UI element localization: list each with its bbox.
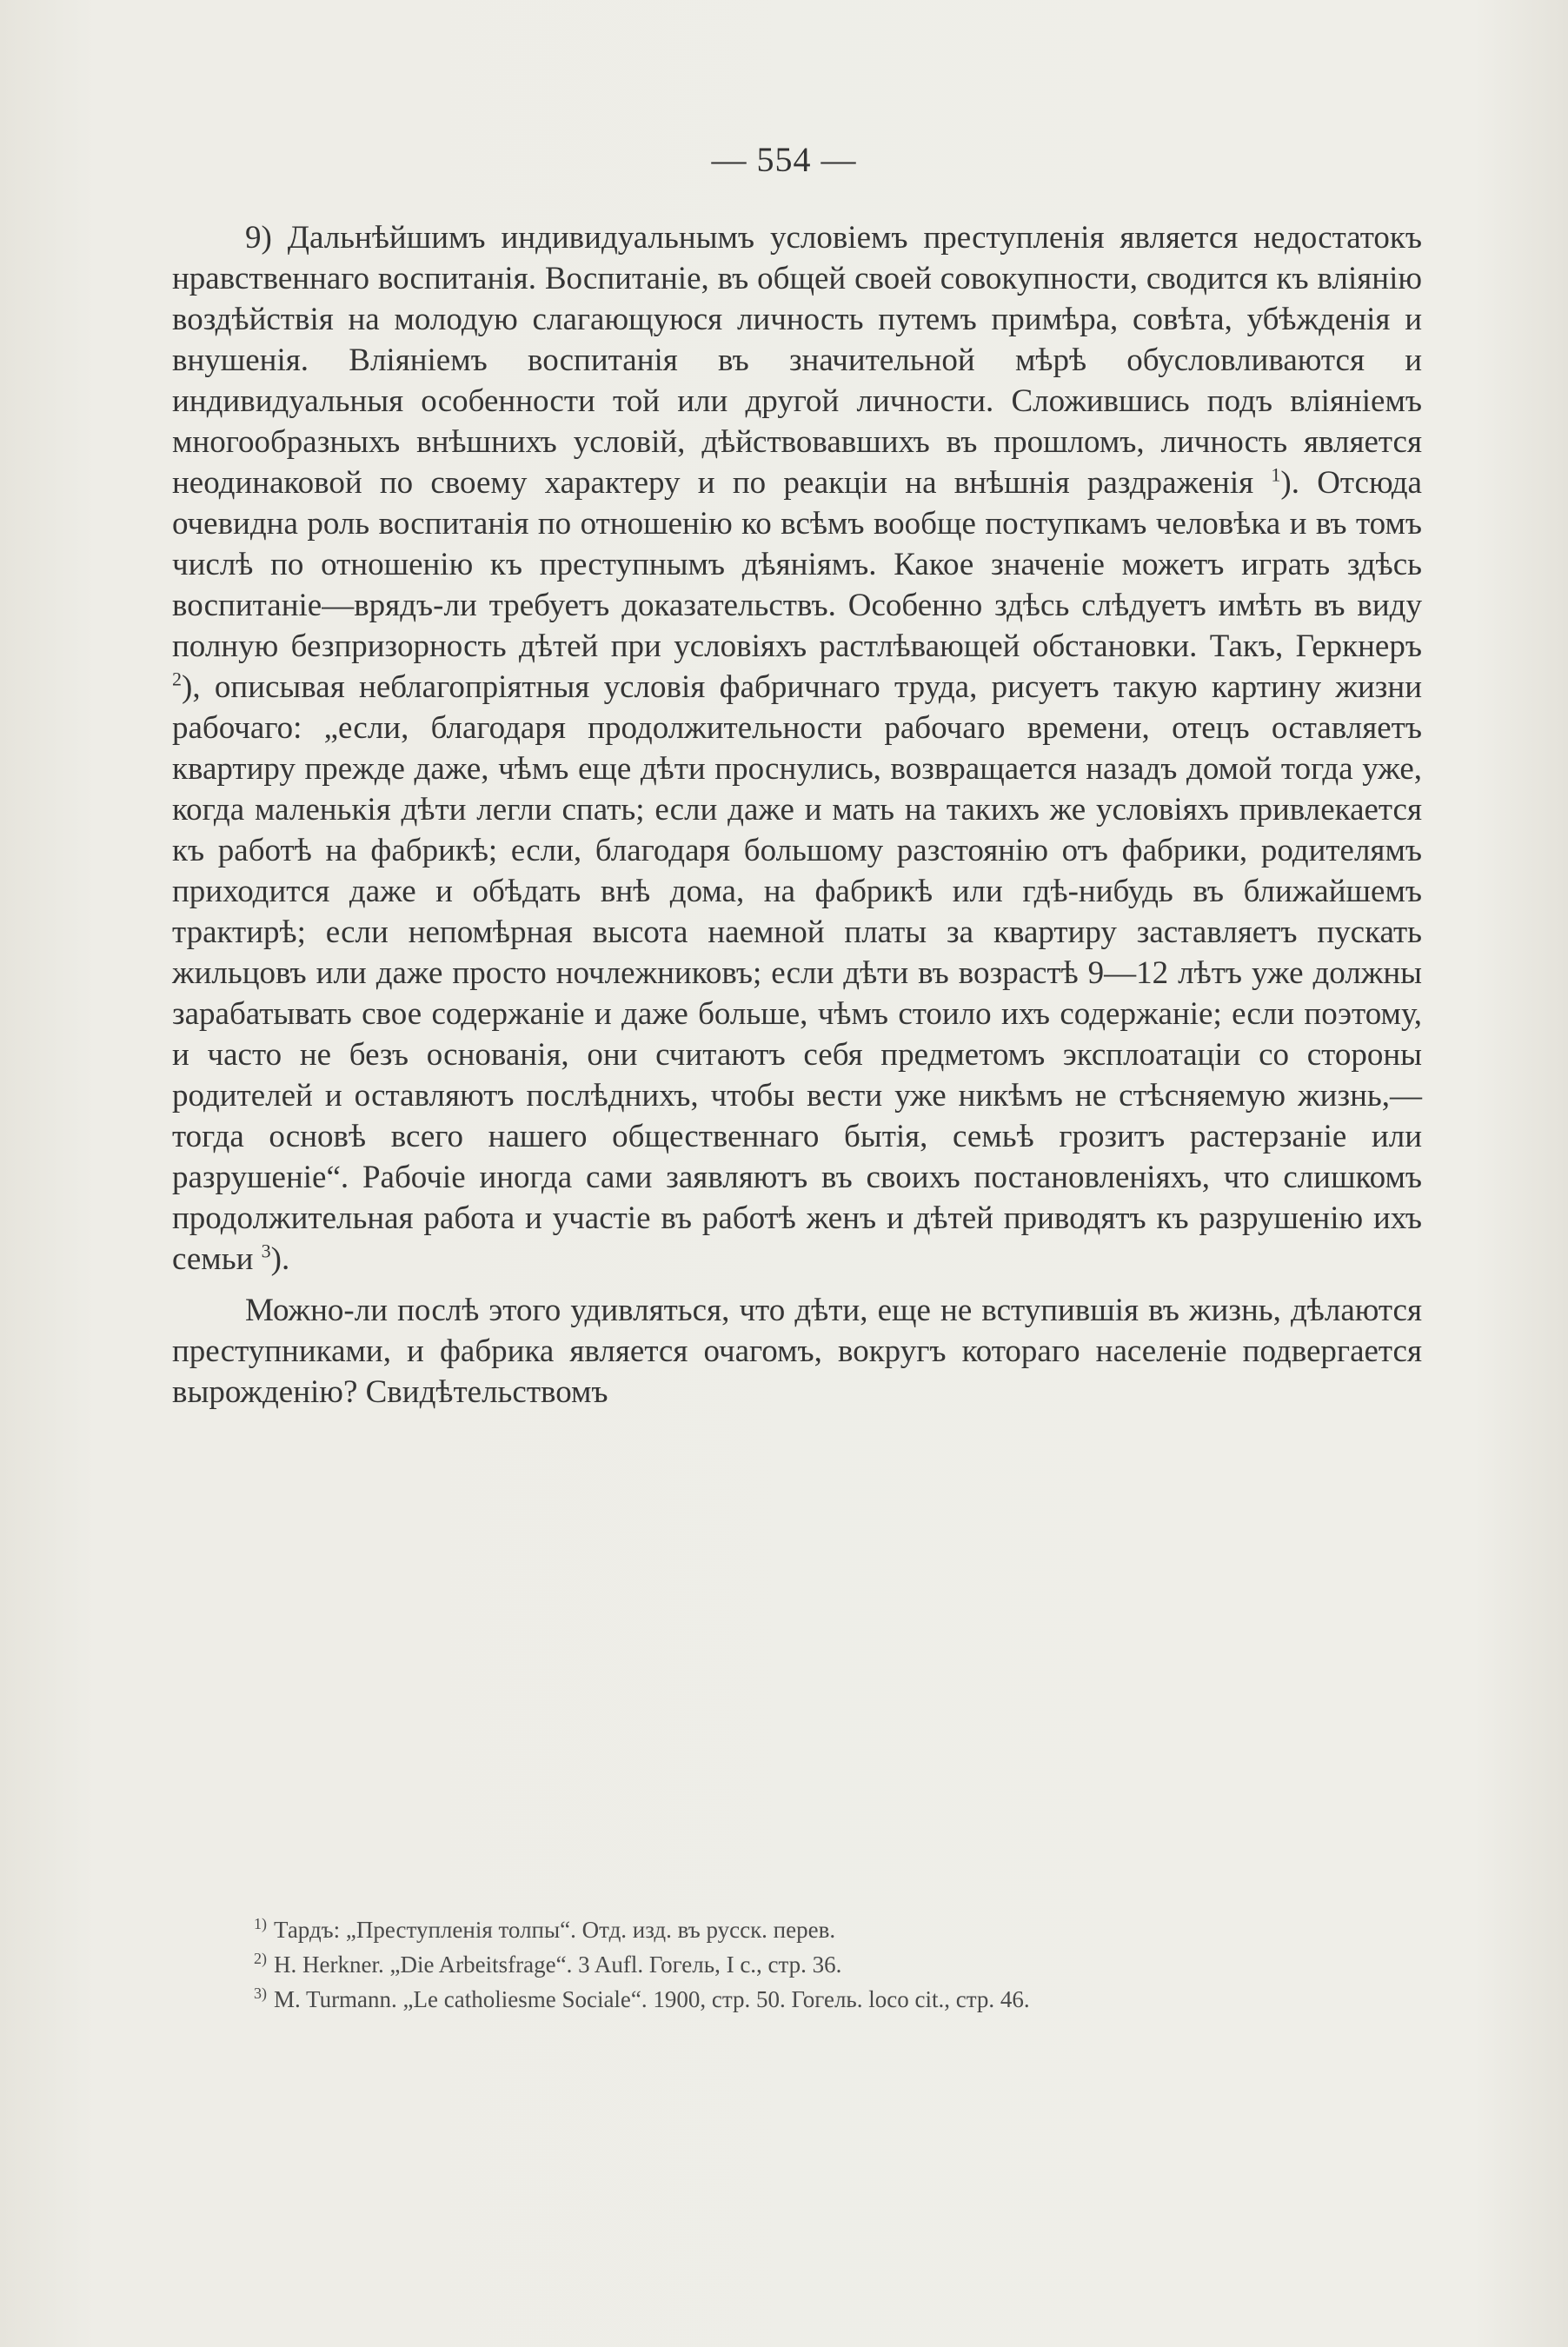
body-text [172, 217, 1422, 1413]
footnote-ref[interactable]: 2 [172, 668, 182, 690]
footnote-mark: 2) [254, 1950, 267, 1967]
text-segment: ). Отсюда очевидна роль воспитанія по отношенію ко всѣмъ вообще поступкамъ человѣка и въ томъ числѣ по отношенію къ преступнымъ дѣяніямъ. Какое значеніе можетъ играть здѣсь воспитаніе—врядъ-ли требуетъ доказательствъ. Особенно здѣсь слѣдуетъ имѣть въ виду полную безпризорность дѣтей при условіяхъ растлѣвающей обстановки. Такъ, Геркнеръ [172, 465, 1422, 664]
text-segment: ), описывая неблагопріятныя условія фабричнаго труда, рисуетъ такую картину жизни рабочаго: „если, благодаря продолжительности рабочаго времени, отецъ оставляетъ квартиру прежде даже, чѣмъ еще дѣти проснулись, возвращается назадъ домой тогда уже, когда маленькія дѣти легли спать; если даже и мать на такихъ же условіяхъ привлекается къ работѣ на фабрикѣ; если, благодаря большому разстоянію отъ фабрики, родителямъ приходится даже и обѣдать внѣ дома, на фабрикѣ или гдѣ-нибудь въ ближайшемъ трактирѣ; если непомѣрная высота наемной платы за квартиру заставляетъ пускать жильцовъ или даже просто ночлежниковъ; если дѣти въ возрастѣ 9—12 лѣтъ уже должны зарабатывать свое содержаніе и даже больше, чѣмъ стоило ихъ содержаніе; если поэтому, и часто не безъ основанія, они считаютъ себя предметомъ эксплоатаціи со стороны родителей и оставляютъ послѣднихъ, чтобы вести уже никѣмъ не стѣсняемую жизнь,—тогда основѣ всего нашего общественнаго бытія, семьѣ грозитъ растерзаніе или разрушеніе“. Рабочіе иногда сами заявляютъ въ своихъ постановленіяхъ, что слишкомъ продолжительная работа и участіе въ работѣ женъ и дѣтей приводятъ къ разрушенію ихъ семьи [172, 669, 1422, 1277]
paragraph [172, 217, 1422, 1280]
footnote-mark: 1) [254, 1915, 267, 1932]
footnote-text: M. Turmann. „Le catholiesme Sociale“. 1900, стр. 50. Гогель. loco cit., стр. 46. [274, 1986, 1030, 2012]
footnote [254, 1947, 1419, 1982]
paragraph [172, 1290, 1422, 1413]
text-segment: 9) Дальнѣйшимъ индивидуальнымъ условіемъ преступленія является недостатокъ нравственнаго воспитанія. Воспитаніе, въ общей своей совокупности, сводится къ вліянію воздѣйствія на молодую слагающуюся личность путемъ примѣра, совѣта, убѣжденія и внушенія. Вліяніемъ воспитанія въ значительной мѣрѣ обусловливаются и индивидуальныя особенности той или другой личности. Сложившись подъ вліяніемъ многообразныхъ внѣшнихъ условій, дѣйствовавшихъ въ прошломъ, личность является неодинаковой по своему характеру и по реакціи на внѣшнія раздраженія [172, 220, 1422, 501]
footnote [254, 1912, 1419, 1947]
page-number: — 554 — [711, 140, 857, 179]
footnote [254, 1982, 1419, 2017]
text-segment: ). [270, 1241, 290, 1277]
footnote-text: Тардъ: „Преступленія толпы“. Отд. изд. въ русск. перев. [274, 1917, 836, 1943]
footnote-mark: 3) [254, 1985, 267, 2002]
footnote-text: H. Herkner. „Die Arbeitsfrage“. 3 Aufl. Гогель, I c., стр. 36. [274, 1951, 842, 1978]
footnotes [254, 1912, 1419, 2017]
footnote-ref[interactable]: 3 [261, 1240, 271, 1262]
footnote-ref[interactable]: 1 [1271, 463, 1281, 486]
text-segment: Можно-ли послѣ этого удивляться, что дѣти, еще не вступившія въ жизнь, дѣлаются преступниками, и фабрика является очагомъ, вокругъ котораго населеніе подвергается вырожденію? Свидѣтельствомъ [172, 1293, 1422, 1410]
